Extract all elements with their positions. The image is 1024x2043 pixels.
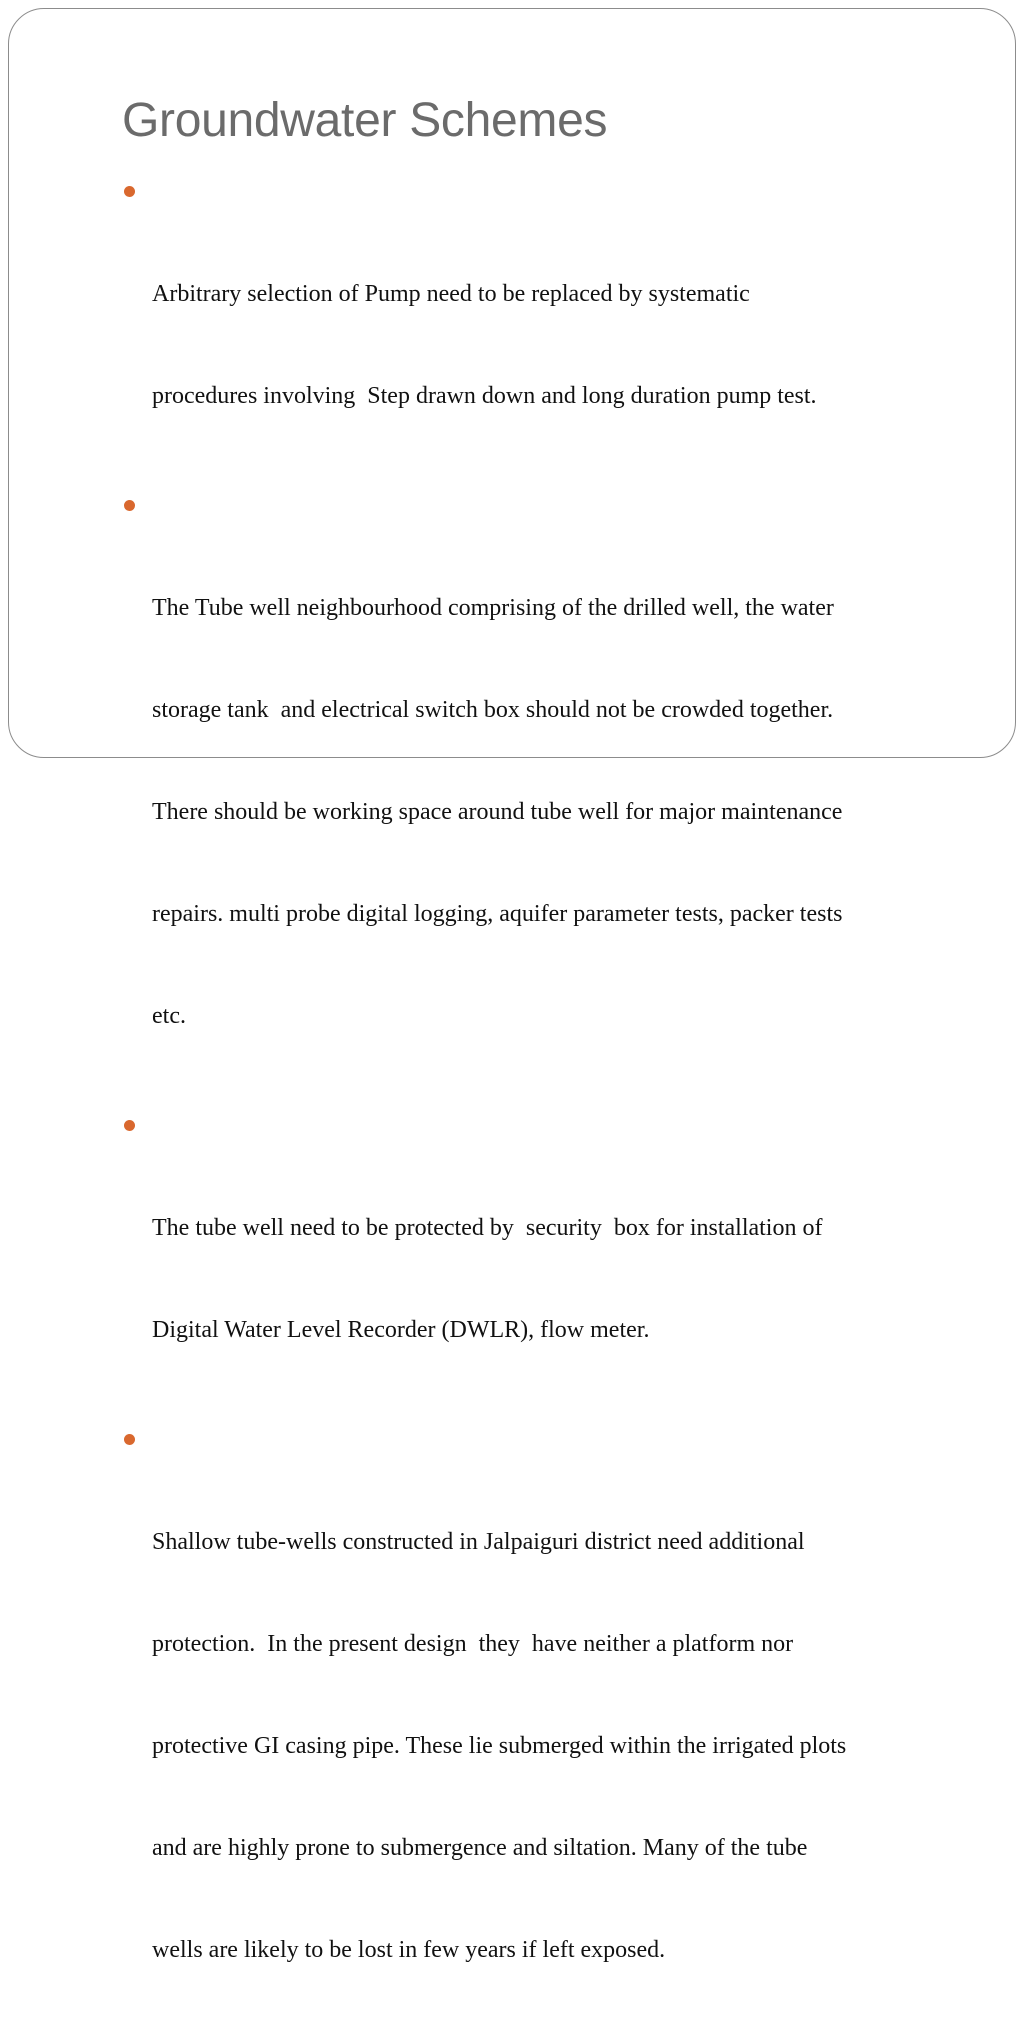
bullet-text-line: There should be working space around tube well for major maintenance <box>152 799 843 825</box>
bullet-item <box>152 175 982 481</box>
bullet-item <box>152 1423 982 2035</box>
bullet-text-line: repairs. multi probe digital logging, aquifer parameter tests, packer tests <box>152 901 843 927</box>
bullet-text-line: storage tank and electrical switch box should not be crowded together. <box>152 697 834 723</box>
slide-title: Groundwater Schemes <box>122 94 608 147</box>
bullet-text-line: procedures involving Step drawn down and long duration pump test. <box>152 383 817 409</box>
bullet-dot-icon <box>124 1120 135 1131</box>
bullet-text-line: protective GI casing pipe. These lie submerged within the irrigated plots <box>152 1733 847 1759</box>
bullet-text-line: The Tube well neighbourhood comprising of the drilled well, the water <box>152 595 834 621</box>
bullet-dot-icon <box>124 500 135 511</box>
bullet-dot-icon <box>124 1434 135 1445</box>
bullet-text-line: etc. <box>152 1003 186 1029</box>
bullet-text-line: Arbitrary selection of Pump need to be replaced by systematic <box>152 281 750 307</box>
bullet-text-line: Shallow tube-wells constructed in Jalpaiguri district need additional <box>152 1529 805 1555</box>
slide-frame <box>8 8 1016 1963</box>
bullet-dot-icon <box>124 186 135 197</box>
bullet-text-line: The tube well need to be protected by security box for installation of <box>152 1215 823 1241</box>
bullet-list <box>152 175 982 2043</box>
bullet-text-line: protection. In the present design they have neither a platform nor <box>152 1631 794 1657</box>
bullet-item <box>152 1109 982 1415</box>
bullet-text-line: Digital Water Level Recorder (DWLR), flow meter. <box>152 1317 650 1343</box>
bullet-text-line: and are highly prone to submergence and siltation. Many of the tube <box>152 1835 808 1861</box>
bullet-text-line: wells are likely to be lost in few years if left exposed. <box>152 1937 666 1963</box>
bullet-item <box>152 489 982 1101</box>
